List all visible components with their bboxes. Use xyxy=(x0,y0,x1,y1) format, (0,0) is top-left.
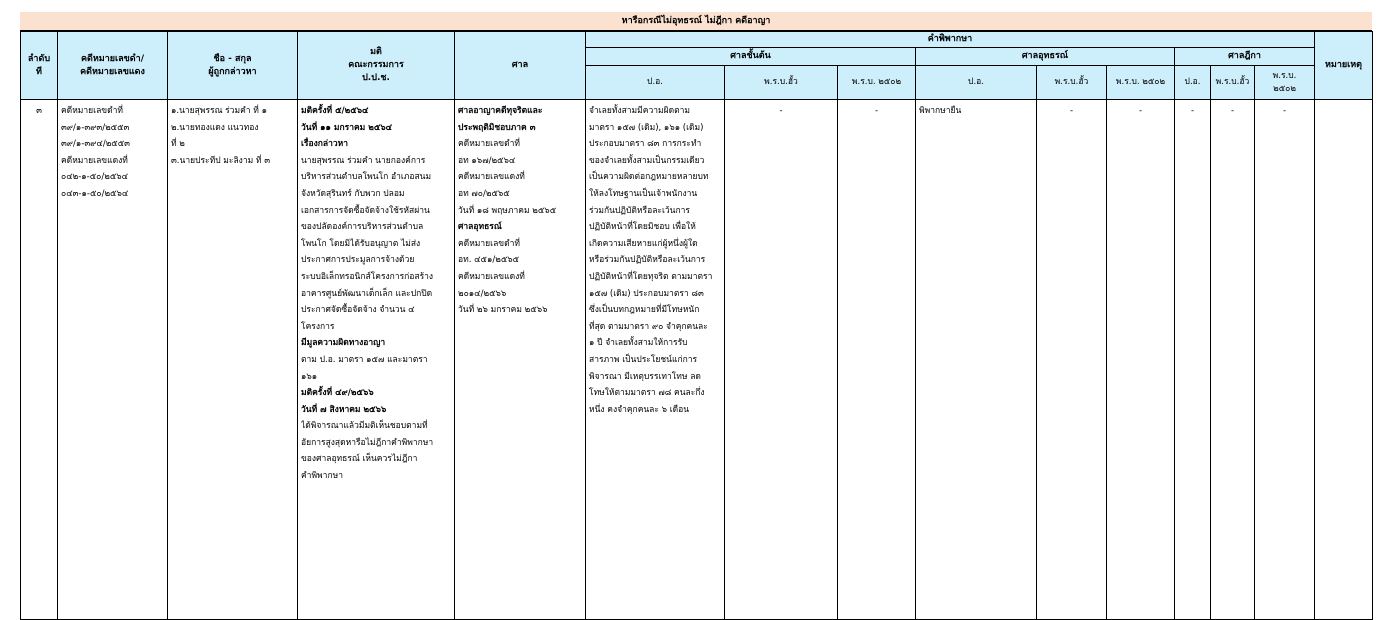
court-line: ๒๐๑๔/๒๕๖๖ xyxy=(458,288,507,299)
cell-remark-text xyxy=(1315,100,1372,106)
cell-court-lines xyxy=(455,100,585,322)
header-order-line-2: ที่ xyxy=(36,66,42,77)
resolution-line: โครงการ xyxy=(301,321,335,332)
court-line: คดีหมายเลขแดงที่ xyxy=(458,172,525,183)
cell-first-pa-lines xyxy=(586,100,724,421)
resolution-line: จังหวัดสุรินทร์ กับพวก ปลอม xyxy=(301,188,405,199)
resolution-line: ได้พิจารณาแล้วมีมติเห็นชอบตามที่ xyxy=(301,421,428,432)
cell-order-text: ๓ xyxy=(36,106,42,116)
header-supreme-prb2502-line-1: พ.ร.บ. xyxy=(1272,70,1297,81)
first-court-judgment-line: หนึ่ง คงจำคุกคนละ ๖ เดือน xyxy=(589,404,690,415)
header-resolution-line-2: คณะกรรมการ xyxy=(348,60,404,70)
case-no-line: ๐๔๓-๑-๕๐/๒๕๖๔ xyxy=(61,188,129,199)
cell-names-lines xyxy=(168,100,297,172)
first-court-judgment-line: ปฏิบัติหน้าที่โดยทุจริต ตามมาตรา xyxy=(589,271,713,282)
cell-appeal-prb-text: - xyxy=(1069,106,1074,116)
cell-remark xyxy=(1315,100,1373,620)
resolution-line: นายสุพรรณ ร่วมคำ นายกองค์การ xyxy=(301,155,426,166)
cell-supreme-prb2502 xyxy=(1255,100,1315,620)
cell-supreme-pa-text: - xyxy=(1190,106,1195,116)
header-appeal-prb: พ.ร.บ.ฮั้ว xyxy=(1037,66,1107,100)
header-name-line-1: ชื่อ - สกุล xyxy=(213,53,252,64)
court-line: วันที่ ๒๖ มกราคม ๒๕๖๖ xyxy=(458,305,548,316)
cell-case-no xyxy=(58,100,168,620)
header-case-no xyxy=(58,32,168,100)
header-resolution xyxy=(298,32,455,100)
first-court-judgment-line: สารภาพ เป็นประโยชน์แก่การ xyxy=(589,354,698,365)
cell-resolution-lines xyxy=(298,100,454,488)
resolution-line: ๑๖๑ xyxy=(301,371,318,382)
header-first-pa: ป.อ. xyxy=(586,66,725,100)
resolution-line: อาคารศูนย์พัฒนาเด็กเล็ก และปกปิด xyxy=(301,288,433,299)
resolution-line: ของศาลอุทธรณ์ เห็นควรไม่ฎีกา xyxy=(301,454,418,465)
accused-name-line: ๓.นายประทีป มะลิงาม ที่ ๓ xyxy=(171,155,271,166)
first-court-judgment-line: ปฏิบัติหน้าที่โดยมิชอบ เพื่อให้ xyxy=(589,222,696,233)
resolution-line: อัยการสูงสุดหารือไม่ฎีกาคำพิพากษา xyxy=(301,437,434,448)
case-no-line: ๓๙/๑-๓๙๓/๒๕๕๓ xyxy=(61,122,130,133)
cell-appeal-prb2502-text: - xyxy=(1138,106,1143,116)
cell-appeal-pa xyxy=(916,100,1037,620)
accused-name-line: ๑.นายสุพรรณ ร่วมคำ ที่ ๑ xyxy=(171,106,267,116)
first-court-judgment-line: มาตรา ๑๕๗ (เดิม), ๑๖๑ (เดิม) xyxy=(589,122,704,133)
cell-supreme-prb2502-text: - xyxy=(1282,106,1287,116)
court-line: ศาลอาญาคดีทุจริตและ xyxy=(458,106,543,116)
header-appeal-pa: ป.อ. xyxy=(916,66,1037,100)
header-supreme-pa: ป.อ. xyxy=(1175,66,1211,100)
resolution-line: วันที่ ๗ สิงหาคม ๒๕๖๖ xyxy=(301,404,387,415)
first-court-judgment-line: ของจำเลยทั้งสามเป็นกรรมเดียว xyxy=(589,155,705,166)
cell-case-no-lines xyxy=(58,100,167,206)
accused-name-line: ที่ ๒ xyxy=(171,139,185,150)
header-order xyxy=(21,32,58,100)
cell-first-prb2502 xyxy=(838,100,916,620)
resolution-line: ประกาศจัดซื้อจัดจ้าง จำนวน ๔ xyxy=(301,305,415,316)
resolution-line: เอกสารการจัดซื้อจัดจ้างใช้รหัสผ่าน xyxy=(301,205,430,216)
first-court-judgment-line: ให้ลงโทษฐานเป็นเจ้าพนักงาน xyxy=(589,188,698,199)
court-line: คดีหมายเลขดำที่ xyxy=(458,139,520,150)
case-no-line: ๓๙/๑-๓๙๔/๒๕๕๓ xyxy=(61,139,130,150)
cell-order xyxy=(21,100,58,620)
court-line: คดีหมายเลขแดงที่ xyxy=(458,271,525,282)
resolution-line: วันที่ ๑๑ มกราคม ๒๕๖๔ xyxy=(301,122,393,133)
header-first-prb: พ.ร.บ.ฮั้ว xyxy=(725,66,838,100)
header-supreme-prb2502-line-2: ๒๕๐๒ xyxy=(1273,83,1296,94)
cell-supreme-prb-text: - xyxy=(1230,106,1235,116)
header-case-no-line-1: คดีหมายเลขดำ/ xyxy=(81,53,144,64)
cell-first-prb xyxy=(725,100,838,620)
header-order-line-1: ลำดับ xyxy=(27,53,51,64)
resolution-line: คำพิพากษา xyxy=(301,471,343,482)
court-line: วันที่ ๑๘ พฤษภาคม ๒๕๖๕ xyxy=(458,205,557,216)
first-court-judgment-line: พิจารณา มีเหตุบรรเทาโทษ ลด xyxy=(589,371,701,382)
header-first-court: ศาลชั้นต้น xyxy=(586,48,916,66)
accused-name-line: ๒.นายทองแดง แนวทอง xyxy=(171,122,259,133)
header-name xyxy=(168,32,298,100)
cell-first-prb-text: - xyxy=(779,106,783,116)
first-court-judgment-line: เป็นความผิดต่อกฎหมายหลายบท xyxy=(589,172,709,183)
header-remark: หมายเหตุ xyxy=(1315,32,1373,100)
resolution-line: บริหารส่วนตำบลโพนโก อำเภอสนม xyxy=(301,172,432,183)
header-case-no-line-2: คดีหมายเลขแดง xyxy=(80,66,145,77)
header-appeal-court: ศาลอุทธรณ์ xyxy=(916,48,1175,66)
table-row xyxy=(21,100,1373,620)
header-appeal-prb2502: พ.ร.บ. ๒๕๐๒ xyxy=(1107,66,1175,100)
first-court-judgment-line: โทษให้ตามมาตรา ๗๘ คนละกึ่ง xyxy=(589,388,705,399)
cell-appeal-pa-text: พิพากษายืน xyxy=(919,106,962,116)
header-court: ศาล xyxy=(455,32,586,100)
resolution-line: ระบบอิเล็กทรอนิกส์โครงการก่อสร้าง xyxy=(301,271,434,282)
header-supreme-prb: พ.ร.บ.ฮั้ว xyxy=(1211,66,1255,100)
header-judgment: คำพิพากษา xyxy=(586,32,1315,48)
cell-supreme-pa xyxy=(1175,100,1211,620)
resolution-line: มติครั้งที่ ๕/๒๕๖๔ xyxy=(301,106,369,116)
first-court-judgment-line: เกิดความเสียหายแก่ผู้หนึ่งผู้ใด xyxy=(589,238,698,249)
cell-supreme-prb xyxy=(1211,100,1255,620)
resolution-line: โพนโก โดยมิได้รับอนุญาต ไม่ส่ง xyxy=(301,238,421,249)
first-court-judgment-line: ๑ ปี จำเลยทั้งสามให้การรับ xyxy=(589,338,688,349)
first-court-judgment-line: ที่สุด ตามมาตรา ๙๐ จำคุกคนละ xyxy=(589,321,708,332)
cell-first-pa xyxy=(586,100,725,620)
first-court-judgment-line: หรือร่วมกันปฏิบัติหรือละเว้นการ xyxy=(589,255,706,266)
cell-appeal-prb2502 xyxy=(1107,100,1175,620)
first-court-judgment-line: ร่วมกันปฏิบัติหรือละเว้นการ xyxy=(589,205,690,216)
cell-resolution xyxy=(298,100,455,620)
header-name-line-2: ผู้ถูกกล่าวหา xyxy=(208,66,257,77)
cell-court xyxy=(455,100,586,620)
court-line: อท ๗๐/๒๕๖๕ xyxy=(458,188,510,199)
resolution-line: มีมูลความผิดทางอาญา xyxy=(301,338,386,349)
first-court-judgment-line: ๑๕๗ (เดิม) ประกอบมาตรา ๘๓ xyxy=(589,288,704,299)
table-banner-title: หารือกรณีไม่อุทธรณ์ ไม่ฎีกา คดีอาญา xyxy=(20,12,1372,31)
resolution-line: ของปลัดองค์การบริหารส่วนตำบล xyxy=(301,222,424,233)
resolution-line: เรื่องกล่าวหา xyxy=(301,139,349,150)
header-resolution-line-3: ป.ป.ช. xyxy=(362,73,390,83)
header-supreme-prb2502 xyxy=(1255,66,1315,100)
court-line: ศาลอุทธรณ์ xyxy=(458,222,502,233)
cell-first-prb2502-text: - xyxy=(874,106,879,116)
court-line: อท ๑๖๗/๒๕๖๔ xyxy=(458,155,516,166)
first-court-judgment-line: ประกอบมาตรา ๘๓ การกระทำ xyxy=(589,139,702,150)
judgment-table xyxy=(20,31,1373,620)
case-no-line: คดีหมายเลขดำที่ xyxy=(61,106,123,116)
resolution-line: ตาม ป.อ. มาตรา ๑๕๗ และมาตรา xyxy=(301,354,428,365)
header-resolution-line-1: มติ xyxy=(370,47,382,57)
case-no-line: คดีหมายเลขแดงที่ xyxy=(61,155,128,166)
header-first-prb2502: พ.ร.บ. ๒๕๐๒ xyxy=(838,66,916,100)
header-supreme-court: ศาลฎีกา xyxy=(1175,48,1315,66)
cell-names xyxy=(168,100,298,620)
first-court-judgment-line: ซึ่งเป็นบทกฎหมายที่มีโทษหนัก xyxy=(589,305,700,316)
court-line: ประพฤติมิชอบภาค ๓ xyxy=(458,122,536,133)
cell-appeal-prb xyxy=(1037,100,1107,620)
case-no-line: ๐๔๒-๑-๕๐/๒๕๖๔ xyxy=(61,172,129,183)
first-court-judgment-line: จำเลยทั้งสามมีความผิดตาม xyxy=(589,106,690,116)
resolution-line: ประกาศการประมูลการจ้างด้วย xyxy=(301,255,415,266)
court-line: อท. ๔๕๑/๒๕๖๕ xyxy=(458,255,520,266)
court-line: คดีหมายเลขดำที่ xyxy=(458,238,520,249)
resolution-line: มติครั้งที่ ๔๙/๒๕๖๖ xyxy=(301,388,374,399)
